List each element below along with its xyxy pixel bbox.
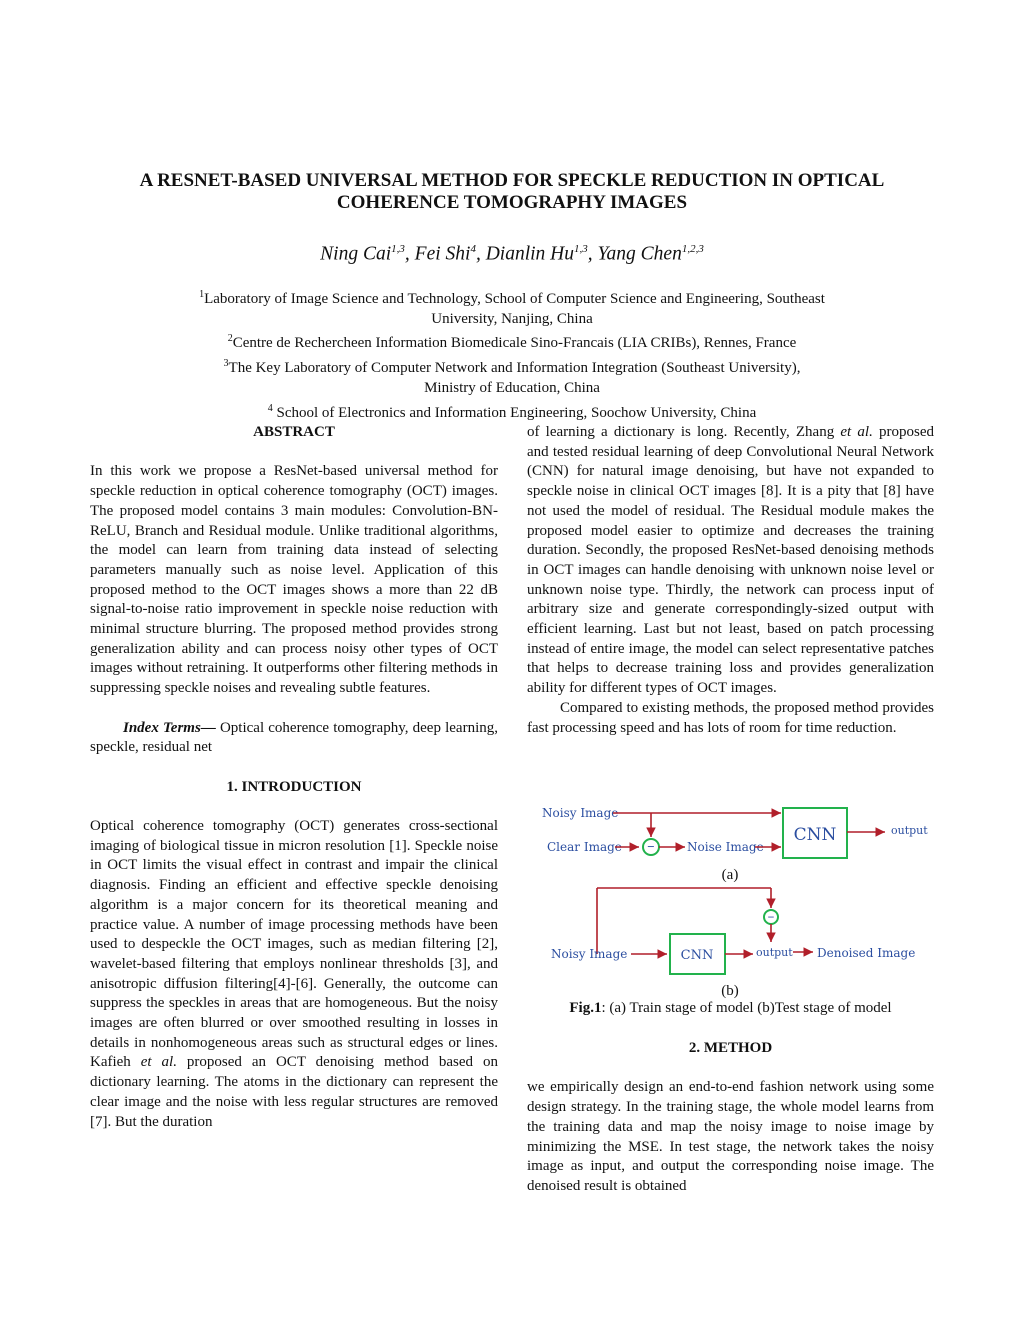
intro-paragraph-1: Optical coherence tomography (OCT) generates cross-sectional imaging of biological tissue in micron resolution [1]. Speckle noise in OCT limits the visual effect in contrast and impair the clinical diagnosis. Finding an efficient and effective speckle denoising algorithm is a major concern for its theoretical meaning and practice value. A number of image processing methods have been used to despeckle the OCT images, such as median filtering [2], wavelet-based filtering that employs nonlinear thresholds [3], and anisotropic diffusion filtering[4]-[6]. Generally, the outcome can suppress the speckles in areas that are homogeneous. But the noisy images are often blurred or over smoothed resulting in losses in details in nonhomogeneous areas such as structural edges or lines. Kafieh et al. proposed an OCT denoising method based on dictionary learning. The atoms in the dictionary can represent the clear image and the noise with less regular structures are removed [7]. But the duration xyxy=(90,818,498,1130)
figure-caption xyxy=(527,999,934,1019)
intro-paragraph-2: Compared to existing methods, the proposed method provides fast processing speed and has lots of room for time reduction. xyxy=(527,699,934,736)
author-sup: 1,3 xyxy=(391,243,405,255)
affiliation-1-cont: University, Nanjing, China xyxy=(431,310,593,327)
fig-b-output-label: output xyxy=(756,946,793,959)
figure-1b-diagram xyxy=(527,880,934,1000)
method-heading: 2. METHOD xyxy=(688,1040,773,1056)
author-sup: 4 xyxy=(470,243,476,255)
intro-paragraph-1-cont: of learning a dictionary is long. Recently, Zhang et al. proposed and tested residual learning of deep Convolutional Neural Network (CNN) for natural image denoising, but have not expanded to speckle noise in clinical OCT images [8]. It is a pity that [8] have not used the model of residual. The Residual module makes the proposed model easier to optimize and decreases the training duration. Secondly, the proposed ResNet-based denoising methods in OCT images can handle denoising with unknown noise level or unknown noise type. Thirdly, the network can process input of arbitrary size and generate correspondingly-sized output with efficient learning. Last but not least, based on patch processing instead of entire image, the model can select representative patches that helps to decrease training loss and provides generalization ability for different types of OCT images. xyxy=(527,424,934,697)
affiliation-3-cont: Ministry of Education, China xyxy=(424,379,600,396)
fig-a-label: (a) xyxy=(721,867,739,883)
fig-a-clear-image-label: Clear Image xyxy=(547,840,622,854)
author-name: Fei Shi xyxy=(414,243,471,265)
index-terms-label: Index Terms xyxy=(123,719,201,736)
method-text: we empirically design an end-to-end fashion network using some design strategy. In the training stage, the whole model learns from the training data and map the noisy image to noise image by minimizing the MSE. In test stage, the network takes the noisy image as input, and output the corresponding noise image. The denoised result is obtained xyxy=(527,1079,934,1194)
affiliations xyxy=(140,285,884,423)
fig-a-noise-image-label: Noise Image xyxy=(687,840,764,854)
fig-b-minus-sign: − xyxy=(767,910,775,924)
right-column-top xyxy=(527,423,934,738)
fig-a-cnn-label: CNN xyxy=(793,825,837,845)
fig-a-noisy-image-label: Noisy Image xyxy=(542,806,619,820)
fig-b-noisy-image-label: Noisy Image xyxy=(551,947,628,961)
abstract-heading: ABSTRACT xyxy=(253,424,335,440)
author-name: Ning Cai xyxy=(320,243,392,265)
affiliation-1: $^1$Laboratory of Image Science and Technology, School of Computer Science and Engineering, Southeast xyxy=(199,289,825,307)
author-list: Ning Cai$^{1,3}$, Fei Shi$^4$, Dianlin Hu$^{1,3}$, Yang Chen$^{1,2,3}$ xyxy=(320,243,704,265)
fig-b-denoised-image-label: Denoised Image xyxy=(817,946,916,960)
abstract-text: In this work we propose a ResNet-based universal method for speckle reduction in optical coherence tomography (OCT) images. The proposed model contains 3 main modules: Convolution-BN-ReLU, Branch and Residual module. Unlike traditional algorithms, the model can learn from training data instead of selecting parameters manually such as noise level. Application of this proposed method to the OCT images shows a more than 22 dB signal-to-noise ratio improvement in speckle noise reduction with minimal structure blurring. The proposed method provides strong generalization ability and can process noisy other types of OCT images without retraining. It outperforms other filtering methods in suppressing speckle noises and revealing subtle features. xyxy=(90,463,498,697)
method-section xyxy=(527,1039,934,1197)
title-line-2: COHERENCE TOMOGRAPHY IMAGES xyxy=(336,192,688,213)
figure-1a-diagram xyxy=(527,800,934,890)
author-name: Yang Chen xyxy=(597,243,682,265)
author-sup: 1,3 xyxy=(573,243,588,255)
fig-a-output-label: output xyxy=(891,824,928,837)
left-column xyxy=(90,423,498,1132)
intro-heading: 1. INTRODUCTION xyxy=(226,778,362,795)
paper-title xyxy=(90,170,934,214)
author-sup: 1,2,3 xyxy=(681,243,704,255)
figure-caption-label: Fig.1 xyxy=(569,1000,602,1016)
index-terms-text: Optical coherence tomography, deep learning, speckle, residual net xyxy=(90,719,498,756)
fig-b-label: (b) xyxy=(721,983,739,999)
author-name: Dianlin Hu xyxy=(485,243,574,265)
fig-a-minus-sign: − xyxy=(647,839,655,854)
title-line-1: A RESNET-BASED UNIVERSAL METHOD FOR SPECKLE REDUCTION IN OPTICAL xyxy=(139,170,885,191)
figure-caption-text: : (a) Train stage of model (b)Test stage of model xyxy=(601,1000,892,1016)
fig-b-cnn-label: CNN xyxy=(680,948,714,963)
affiliation-2: $^2$Centre de Rechercheen Information Biomedicale Sino-Francais (LIA CRIBs), Rennes, France xyxy=(227,333,797,352)
affiliation-3: $^3$The Key Laboratory of Computer Network and Information Integration (Southeast University), xyxy=(223,358,801,377)
affiliation-4: $^4$ School of Electronics and Information Engineering, Soochow University, China xyxy=(267,402,757,421)
index-terms: Index Terms— Optical coherence tomography, deep learning, speckle, residual net xyxy=(90,719,498,756)
